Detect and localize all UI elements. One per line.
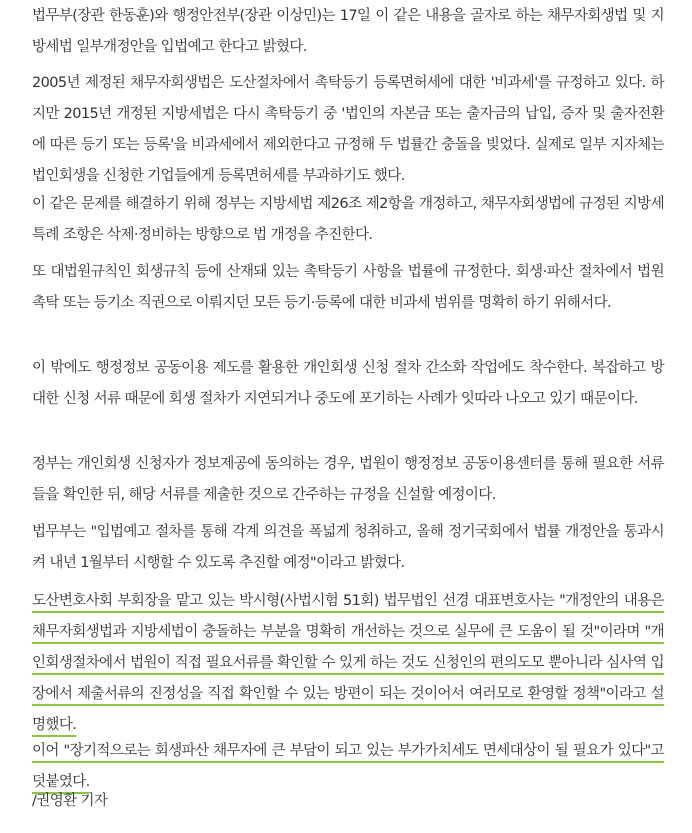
paragraph-3: 이 같은 문제를 해결하기 위해 정부는 지방세법 제26조 제2항을 개정하고, 채무자회생법에 규정된 지방세특례 조항은 삭제·정비하는 방향으로 법 개정을 추진한다.: [32, 196, 664, 243]
paragraph-2: 2005년 제정된 채무자회생법은 도산절차에서 촉탁등기 등록면허세에 대한 '비과세'를 규정하고 있다. 하지만 2015년 개정된 지방세법은 다시 촉탁등기 중 '법인의 자본금 또는 출자금의 납입, 증자 및 출자전환에 따른 등기 또는 등록'을 비과세에서 제외한다고 규정해 두 법률간 충돌을 빚었다. 실제로 일부 지자체는 법인회생을 신청한 기업들에게 등록면허세를 부과하기도 했다.: [32, 75, 664, 184]
quote-paragraph-2: [32, 736, 664, 798]
paragraph-6: 정부는 개인회생 신청자가 정보제공에 동의하는 경우, 법원이 행정정보 공동이용센터를 통해 필요한 서류들을 확인한 뒤, 해당 서류를 제출한 것으로 간주하는 규정을 신설할 예정이다.: [32, 456, 664, 503]
paragraph-1: 법무부(장관 한동훈)와 행정안전부(장관 이상민)는 17일 이 같은 내용을 골자로 하는 채무자회생법 및 지방세법 일부개정안을 입법예고 한다고 밝혔다.: [32, 8, 664, 55]
paragraph-7: 법무부는 "입법예고 절차를 통해 각계 의견을 폭넓게 청취하고, 올해 정기국회에서 법률 개정안을 통과시켜 내년 1월부터 시행할 수 있도록 추진할 예정"이라고 밝혔다.: [32, 524, 664, 571]
paragraph-5: 이 밖에도 행정정보 공동이용 제도를 활용한 개인회생 신청 절차 간소화 작업에도 착수한다. 복잡하고 방대한 신청 서류 때문에 회생 절차가 지연되거나 중도에 포기하는 사례가 잇따라 나오고 있기 때문이다.: [32, 360, 664, 407]
quote-paragraph-1: [32, 586, 664, 741]
quote-text-1: 도산변호사회 부회장을 맡고 있는 박시형(사법시험 51회) 법무법인 선경 대표변호사는 "개정안의 내용은 채무자회생법과 지방세법이 충돌하는 부분을 명확히 개선하는 것으로 실무에 큰 도움이 될 것"이라며 "개인회생절차에서 법원이 직접 필요서류를 확인할 수 있게 하는 것도 신청인의 편의도모 뿐아니라 심사역 입장에서 제출서류의 진정성을 직접 확인할 수 있는 방편이 되는 것이어서 여러모로 환영할 정책"이라고 설명했다.: [32, 593, 664, 733]
quote-text-2: 이어 "장기적으로는 회생파산 채무자에 큰 부담이 되고 있는 부가가치세도 면세대상이 될 필요가 있다"고 덧붙였다.: [32, 743, 664, 790]
paragraph-4: 또 대법원규칙인 회생규칙 등에 산재돼 있는 촉탁등기 사항을 법률에 규정한다. 회생·파산 절차에서 법원 촉탁 또는 등기소 직권으로 이뤄지던 모든 등기·등록에 대한 비과세 범위를 명확히 하기 위해서다.: [32, 264, 664, 311]
byline: /권영환 기자: [32, 793, 108, 809]
